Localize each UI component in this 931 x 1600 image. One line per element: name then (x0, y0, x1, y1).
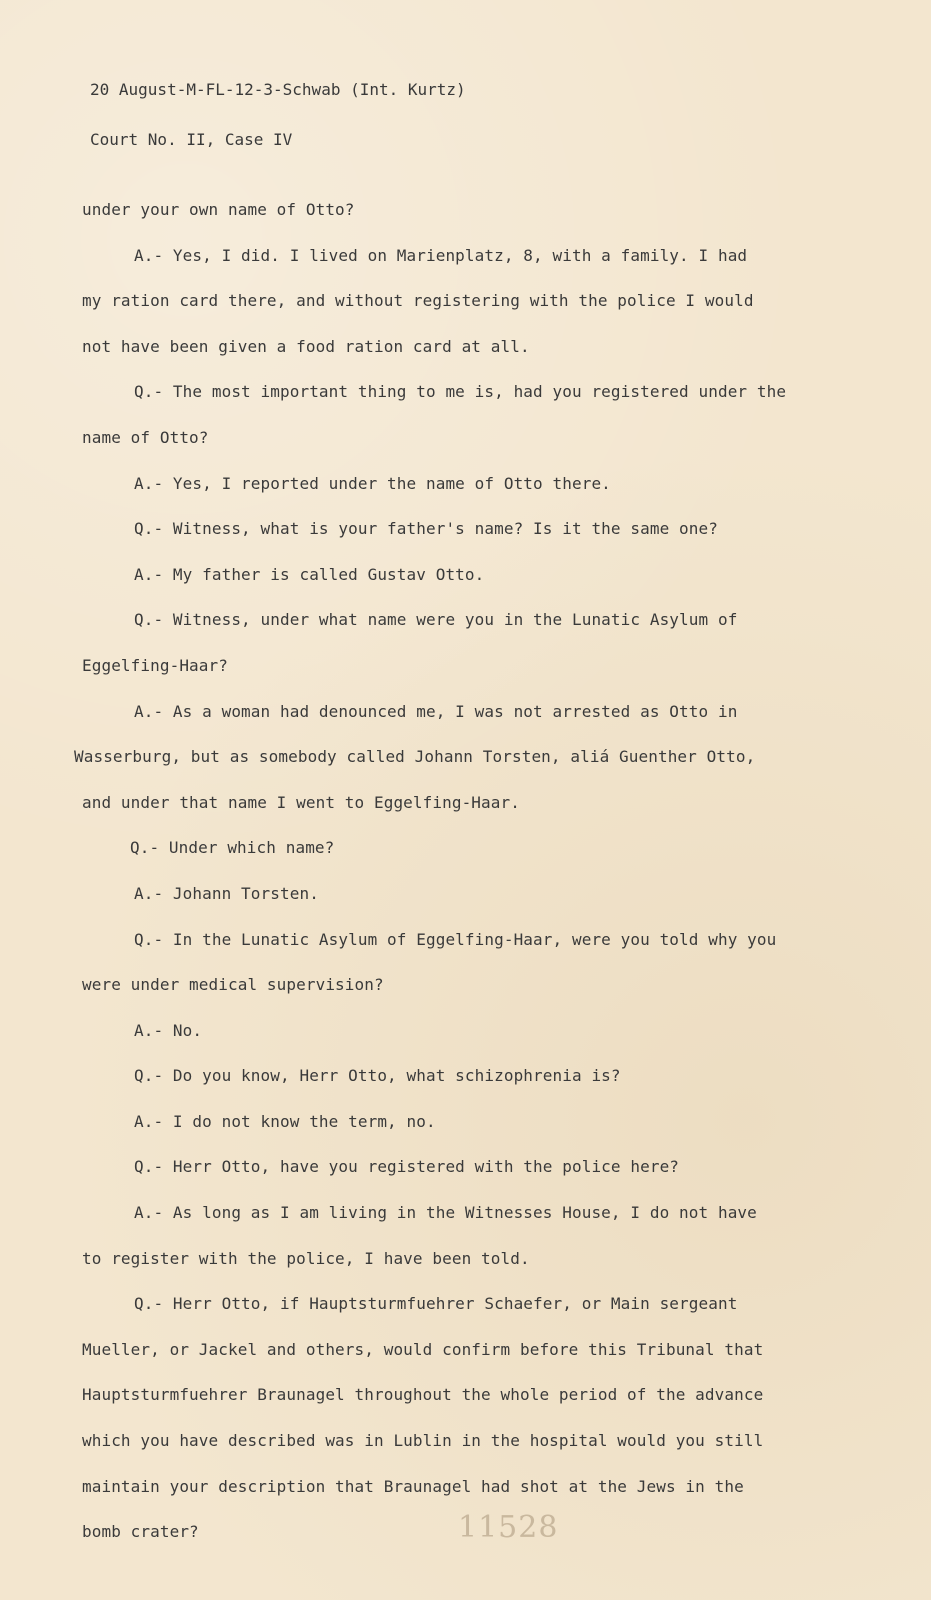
transcript-line: A.- As a woman had denounced me, I was not arrested as Otto in (134, 701, 738, 721)
transcript-line: Q.- Do you know, Herr Otto, what schizophrenia is? (134, 1066, 621, 1086)
transcript-line: A.- As long as I am living in the Witnesses House, I do not have (134, 1203, 757, 1223)
transcript-line: A.- Johann Torsten. (134, 883, 319, 903)
transcript-line: Q.- Herr Otto, have you registered with the police here? (134, 1157, 680, 1177)
transcript-line: name of Otto? (82, 427, 209, 447)
page-number-mark: 11528 (458, 1510, 559, 1545)
transcript-line: Q.- Herr Otto, if Hauptsturmfuehrer Schaefer, or Main sergeant (134, 1294, 738, 1314)
document-header (90, 78, 466, 178)
transcript-line: Eggelfing-Haar? (82, 655, 228, 675)
transcript-line: Q.- The most important thing to me is, had you registered under the (134, 382, 787, 402)
transcript-line: were under medical supervision? (82, 975, 384, 995)
transcript-line: A.- No. (134, 1020, 203, 1040)
transcript-line: Q.- Witness, under what name were you in the Lunatic Asylum of (134, 610, 738, 630)
transcript-line: A.- I do not know the term, no. (134, 1111, 436, 1131)
transcript-line: under your own name of Otto? (82, 200, 355, 219)
transcript-line: Hauptsturmfuehrer Braunagel throughout the whole period of the advance (82, 1385, 764, 1405)
transcript-line: which you have described was in Lublin in the hospital would you still (82, 1431, 764, 1451)
transcript-line: to register with the police, I have been told. (82, 1248, 530, 1268)
transcript-line: Mueller, or Jackel and others, would confirm before this Tribunal that (82, 1339, 764, 1359)
transcript-line: maintain your description that Braunagel had shot at the Jews in the (82, 1476, 744, 1496)
transcript-line: and under that name I went to Eggelfing-Haar. (82, 792, 520, 812)
transcript-line: A.- My father is called Gustav Otto. (134, 564, 485, 584)
header-reference: 20 August-M-FL-12-3-Schwab (Int. Kurtz) (90, 80, 466, 99)
transcript-line: my ration card there, and without registering with the police I would (82, 291, 754, 311)
transcript-line: Q.- Under which name? (130, 838, 335, 858)
transcript-line: A.- Yes, I reported under the name of Otto there. (134, 473, 611, 493)
transcript-line: Q.- In the Lunatic Asylum of Eggelfing-Haar, were you told why you (134, 929, 777, 949)
transcript-line: bomb crater? (82, 1522, 199, 1542)
transcript-line: Q.- Witness, what is your father's name? Is it the same one? (134, 519, 718, 539)
transcript-line: A.- Yes, I did. I lived on Marienplatz, 8, with a family. I had (134, 245, 748, 265)
header-court: Court No. II, Case IV (90, 130, 293, 149)
transcript-body (74, 198, 882, 1566)
transcript-line: Wasserburg, but as somebody called Johann Torsten, aliá Guenther Otto, (74, 747, 756, 767)
transcript-line: not have been given a food ration card at all. (82, 336, 530, 356)
